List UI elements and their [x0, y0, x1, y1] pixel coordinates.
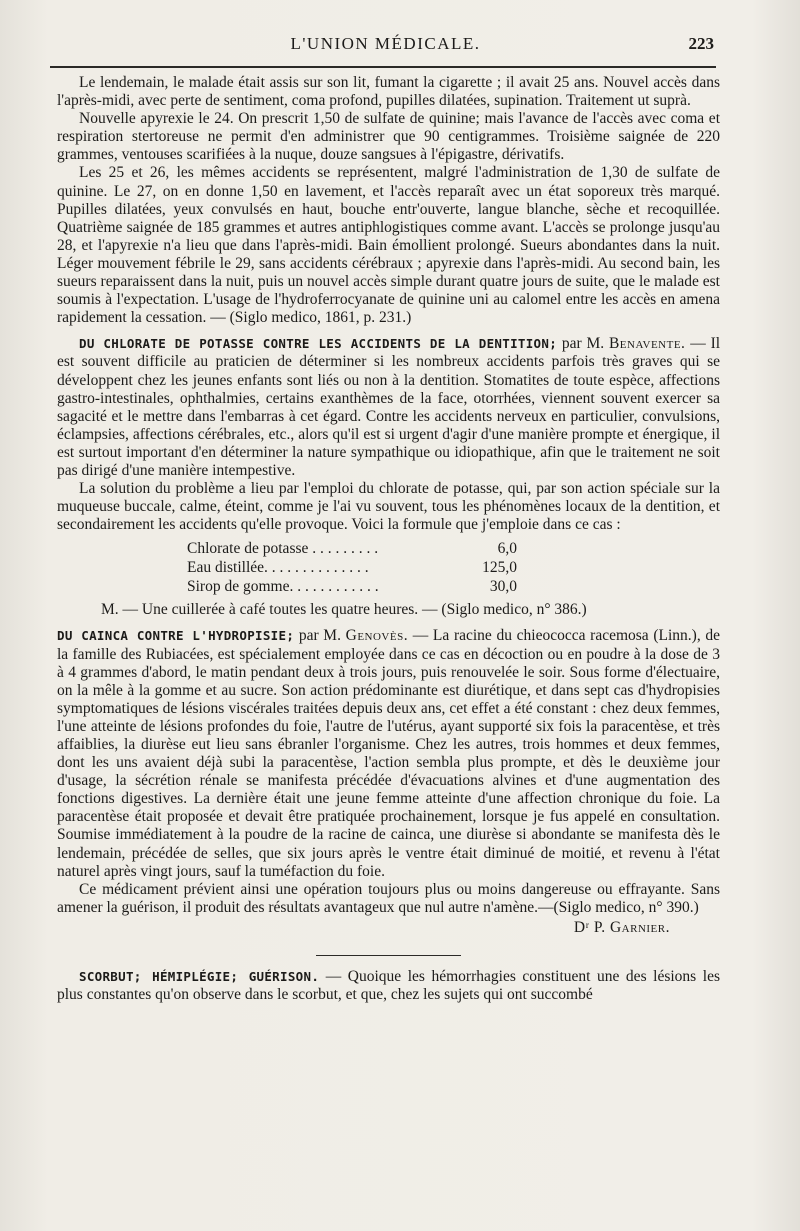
recipe-row: [187, 559, 517, 578]
recipe-row: [187, 578, 517, 597]
cainca-author: Genovès.: [345, 627, 409, 645]
recipe-ingredient: Chlorate de potasse . . . . . . . . .: [187, 540, 379, 558]
case-paragraph-1: Le lendemain, le malade était assis sur son lit, fumant la cigarette ; il avait 25 ans. Nouvel accès dans l'après-midi, avec perte de sentiment, coma profond, pupilles dilatées, supination. Traitement ut suprà.: [57, 74, 720, 110]
case-paragraph-2: Nouvelle apyrexie le 24. On prescrit 1,50 de sulfate de quinine; mais l'avance de l'accès avec coma et respiration stertoreuse ne permit d'en administrer que 90 centigrammes. Troisième saignée de 220 grammes, ventouses scarifiées à la nuque, douze sangsues à l'épigastre, dérivatifs.: [57, 110, 720, 164]
chlorate-title: DU CHLORATE DE POTASSE CONTRE LES ACCIDENTS DE LA DENTITION;: [79, 336, 558, 352]
section-divider: [316, 955, 461, 956]
recipe-ingredient: Sirop de gomme. . . . . . . . . . . .: [187, 578, 379, 596]
scorbut-paragraph: SCORBUT; HÉMIPLÉGIE; GUÉRISON. — Quoique les hémorrhagies constituent une des lésions les plus constantes qu'on observe dans le scorbut, et que, chez les sujets qui ont succombé: [57, 968, 720, 1004]
header-rule: [50, 66, 716, 68]
page-header: [57, 34, 714, 60]
page-body: [57, 74, 720, 1004]
cainca-paragraph-1: DU CAINCA CONTRE L'HYDROPISIE; par M. Genovès. — La racine du chieococca racemosa (Linn.), de la famille des Rubiacées, est spécialement employée dans ce cas en décoction ou en poudre à la dose de 3 à 4 grammes d'abord, le matin pendant deux à trois jours, puis renouvelée le soir. Sous forme d'électuaire, on la mêle à la gomme et au sucre. Son action prédominante est diurétique, et dans sept cas d'hydropisies symptomatiques de lésions viscérales traitées depuis deux ans, cet effet a été constant : chez deux femmes, l'une atteinte de lésions profondes du foie, l'autre de l'utérus, ayant supporté six fois la paracentèse, et très affaiblies, la diurèse eut lieu sans ébranler l'organisme. Chez les autres, trois hommes et deux femmes, dont les uns avaient déjà subi la paracentèse, l'action sembla plus prompte, et dès le deuxième jour d'usage, la sécrétion rénale se manifesta précédée d'évacuations alvines et d'une augmentation des fonctions digestives. La dernière était une jeune femme atteinte d'une affection chronique du foie. La paracentèse était proposée et devait être pratiquée prochainement, lorsque je fus appelé en consultation. Soumise immédiatement à la poudre de la racine de cainca, une diurèse si abondante se manifesta dès le lendemain, précédée de selles, que six jours après le ventre était diminué de moitié, et revenu à l'état naturel après vingt jours, sauf la tuméfaction du foie.: [57, 627, 720, 880]
recipe-row: [187, 540, 517, 559]
article-chlorate: [57, 335, 720, 619]
chlorate-author: Benavente.: [608, 335, 686, 353]
article-cainca: [57, 627, 720, 937]
signature: Dʳ P. Garnier.: [573, 918, 670, 936]
article-scorbut: [57, 968, 720, 1004]
cainca-title: DU CAINCA CONTRE L'HYDROPISIE;: [57, 628, 295, 644]
recipe-table: [187, 540, 517, 597]
case-citation: — (Siglo medico, 1861, p. 231.): [210, 309, 412, 327]
cainca-paragraph-2: Ce médicament prévient ainsi une opération toujours plus ou moins dangereuse ou effrayante. Sans amener la guérison, il produit des résultats avantageux que nul autre n'amène.—(Siglo medico, n° 390.): [57, 880, 720, 916]
running-title: L'UNION MÉDICALE.: [290, 34, 481, 53]
recipe-ingredient: Eau distillée. . . . . . . . . . . . . .: [187, 559, 369, 577]
recipe-quantity: 30,0: [489, 578, 517, 596]
page-number: 223: [688, 34, 714, 53]
case-paragraph-3: Les 25 et 26, les mêmes accidents se représentent, malgré l'administration de 1,30 de sulfate de quinine. Le 27, on en donne 1,50 en lavement, et l'accès reparaît avec un état soporeux très marqué. Pupilles dilatées, yeux convulsés en haut, bouche entr'ouverte, langue blanche, sèche et recoquillée. Quatrième saignée de 185 grammes et autres antiphlogistiques comme avant. L'accès se prolonge jusqu'au 28, et l'apyrexie n'a lieu que dans l'après-midi. Bain émollient prolongé. Sueurs abondantes dans la nuit. Léger mouvement fébrile le 29, sans accidents cérébraux ; apyrexie dans l'après-midi. Au second bain, les sueurs reparaissent dans la nuit, puis un nouvel accès simple durant quatre jours de suite, que le malade est soumis à l'expectation. L'usage de l'hydroferrocyanate de quinine uni au calomel entre les accès en amena rapidement la cessation. — (Siglo medico, 1861, p. 231.): [57, 164, 720, 327]
recipe-quantity: 6,0: [497, 540, 517, 558]
recipe-quantity: 125,0: [482, 559, 517, 577]
recipe-note: M. — Une cuillerée à café toutes les quatre heures. — (Siglo medico, n° 386.): [101, 601, 587, 619]
scorbut-title: SCORBUT; HÉMIPLÉGIE; GUÉRISON.: [79, 969, 320, 985]
chlorate-paragraph-1: DU CHLORATE DE POTASSE CONTRE LES ACCIDENTS DE LA DENTITION; par M. Benavente. — Il est souvent difficile au praticien de déterminer si les nombreux accidents parfois très graves qui se développent chez les jeunes enfants sont liés ou non à la dentition. Stomatites de toute espèce, affections gastro-intestinales, ophthalmies, certains exanthèmes de la face, otorrhées, viennent souvent exercer sa sagacité et le mettre dans l'embarras à cet égard. Contre les accidents nerveux en particulier, convulsions, éclampsies, affections cérébrales, etc., alors qu'il est si urgent d'agir d'une manière prompte et énergique, il est surtout important d'en déterminer la nature sympathique ou idiopathique, afin que le traitement ne soit pas dirigé d'une manière intempestive.: [57, 335, 721, 479]
chlorate-paragraph-2: La solution du problème a lieu par l'emploi du chlorate de potasse, qui, par son action spéciale sur la muqueuse buccale, calme, éteint, comme je l'ai vu souvent, tous les phénomènes locaux de la dentition, et secondairement les accidents qu'elle provoque. Voici la formule que j'emploie dans ce cas :: [57, 480, 720, 534]
